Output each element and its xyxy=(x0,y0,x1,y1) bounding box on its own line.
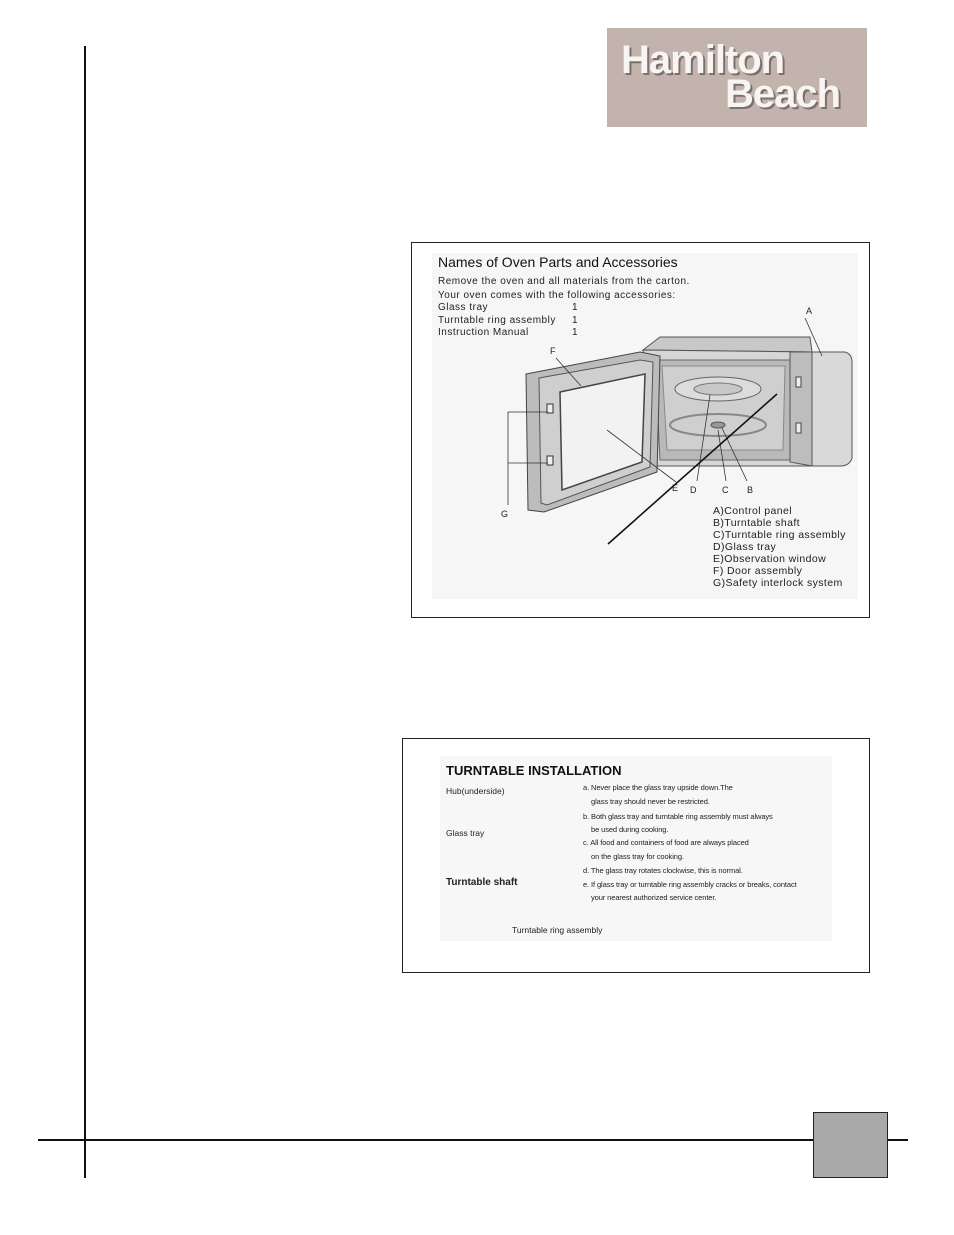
accessory-qty: 1 xyxy=(572,315,578,326)
installation-note: b. Both glass tray and turntable ring assembly must always xyxy=(583,812,773,821)
accessory-name: Instruction Manual xyxy=(438,327,529,338)
installation-note-continued: on the glass tray for cooking. xyxy=(591,852,684,861)
hub-label: Hub(underside) xyxy=(446,786,505,796)
installation-note: d. The glass tray rotates clockwise, this is normal. xyxy=(583,866,743,875)
callout-label: F xyxy=(550,346,556,356)
installation-note-continued: your nearest authorized service center. xyxy=(591,893,717,902)
oven-parts-title: Names of Oven Parts and Accessories xyxy=(438,254,678,270)
legend-item: C)Turntable ring assembly xyxy=(713,529,846,541)
installation-note: c. All food and containers of food are always placed xyxy=(583,838,749,847)
callout-label: C xyxy=(722,485,729,495)
legend-item: F) Door assembly xyxy=(713,565,803,577)
installation-note-continued: be used during cooking. xyxy=(591,825,669,834)
turntable-installation-title: TURNTABLE INSTALLATION xyxy=(446,763,622,778)
accessory-name: Turntable ring assembly xyxy=(438,315,556,326)
callout-label: E xyxy=(672,483,679,493)
glass-tray-label: Glass tray xyxy=(446,828,485,838)
callout-label: B xyxy=(747,485,754,495)
callout-label: D xyxy=(690,485,697,495)
intro-line: Remove the oven and all materials from the carton. xyxy=(438,276,690,287)
turntable-shaft-label: Turntable shaft xyxy=(446,877,518,888)
legend-item: E)Observation window xyxy=(713,553,827,565)
legend-item: G)Safety interlock system xyxy=(713,577,843,589)
legend-item: D)Glass tray xyxy=(713,541,777,553)
turntable-ring-label: Turntable ring assembly xyxy=(512,925,603,935)
intro-line: Your oven comes with the following accessories: xyxy=(438,290,676,301)
brand-logo-line1: Hamilton xyxy=(621,38,785,82)
installation-note: a. Never place the glass tray upside down.The xyxy=(583,783,733,792)
accessory-qty: 1 xyxy=(572,302,578,313)
installation-note-continued: glass tray should never be restricted. xyxy=(591,797,710,806)
accessory-qty: 1 xyxy=(572,327,578,338)
callout-label: A xyxy=(806,306,813,316)
installation-note: e. If glass tray or turntable ring assembly cracks or breaks, contact xyxy=(583,880,797,889)
brand-logo-line2: Beach xyxy=(725,72,841,116)
callout-label: G xyxy=(501,509,509,519)
accessory-name: Glass tray xyxy=(438,302,489,313)
legend-item: A)Control panel xyxy=(713,505,792,517)
legend-item: B)Turntable shaft xyxy=(713,517,800,529)
